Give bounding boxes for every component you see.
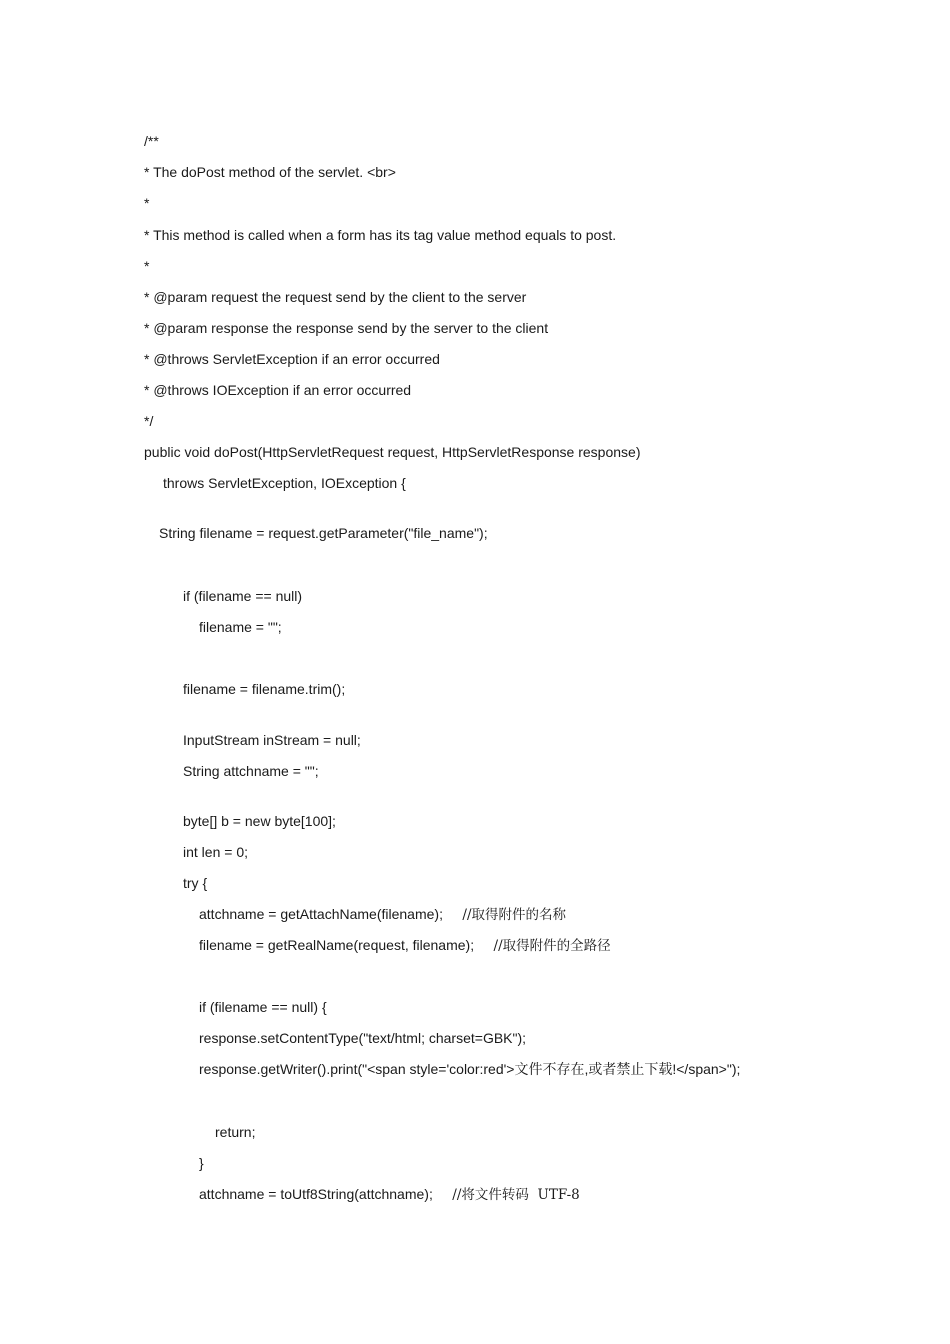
code-comment: //取得附件的名称	[462, 907, 567, 923]
code-line	[183, 762, 319, 780]
code-text: filename = "";	[199, 619, 282, 635]
code-line	[183, 680, 345, 698]
code-text: attchname = getAttachName(filename);	[199, 906, 443, 922]
code-line	[159, 524, 488, 542]
code-line	[144, 350, 440, 368]
code-line	[199, 1029, 526, 1047]
code-line	[144, 163, 396, 181]
code-text: filename = filename.trim();	[183, 681, 346, 697]
code-line	[199, 936, 611, 955]
code-text: InputStream inStream = null;	[183, 732, 361, 748]
code-text: *	[144, 195, 150, 211]
code-text: response.getWriter().print("<span style='color:red'>文件不存在,或者禁止下载!</span>");	[199, 1061, 741, 1077]
code-text: byte[] b = new byte[100];	[183, 813, 336, 829]
code-text: * The doPost method of the servlet. <br>	[144, 164, 396, 180]
code-text: */	[144, 413, 154, 429]
code-line	[163, 474, 406, 492]
code-line	[199, 618, 282, 636]
code-text: *	[144, 258, 150, 274]
code-line	[144, 194, 149, 212]
code-line	[144, 319, 548, 337]
code-line	[183, 731, 361, 749]
code-line	[144, 412, 153, 430]
code-line	[144, 226, 616, 244]
code-line	[183, 812, 336, 830]
code-line	[144, 288, 526, 306]
code-line	[144, 381, 411, 399]
code-line	[215, 1123, 255, 1141]
code-text: String filename = request.getParameter("file_name");	[159, 525, 488, 541]
code-text: response.setContentType("text/html; charset=GBK");	[199, 1030, 527, 1046]
code-text: attchname = toUtf8String(attchname);	[199, 1186, 433, 1202]
code-text: if (filename == null) {	[199, 999, 327, 1015]
code-text: return;	[215, 1124, 256, 1140]
code-text: public void doPost(HttpServletRequest request, HttpServletResponse response)	[144, 444, 641, 460]
code-text: }	[199, 1155, 204, 1171]
code-comment: //将文件转码 UTF-8	[452, 1187, 580, 1203]
code-text: throws ServletException, IOException {	[163, 475, 406, 491]
code-text: if (filename == null)	[183, 588, 303, 604]
code-text: try {	[183, 875, 208, 891]
code-text: * @throws IOException if an error occurred	[144, 382, 412, 398]
code-text: filename = getRealName(request, filename);	[199, 937, 475, 953]
code-line	[199, 1060, 740, 1078]
code-line	[183, 843, 248, 861]
code-line	[144, 132, 159, 150]
code-line	[199, 1185, 580, 1204]
code-line	[144, 443, 640, 461]
code-line	[199, 998, 327, 1016]
code-text: /**	[144, 133, 159, 149]
code-line	[183, 874, 207, 892]
code-text: * @throws ServletException if an error occurred	[144, 351, 440, 367]
code-line	[199, 1154, 204, 1172]
code-text: String attchname = "";	[183, 763, 319, 779]
code-text: int len = 0;	[183, 844, 248, 860]
code-text: * @param response the response send by the server to the client	[144, 320, 549, 336]
code-comment: //取得附件的全路径	[493, 938, 611, 954]
code-line	[199, 905, 566, 924]
code-line	[144, 257, 149, 275]
code-text: * This method is called when a form has its tag value method equals to post.	[144, 227, 617, 243]
code-text: * @param request the request send by the client to the server	[144, 289, 527, 305]
code-line	[183, 587, 302, 605]
